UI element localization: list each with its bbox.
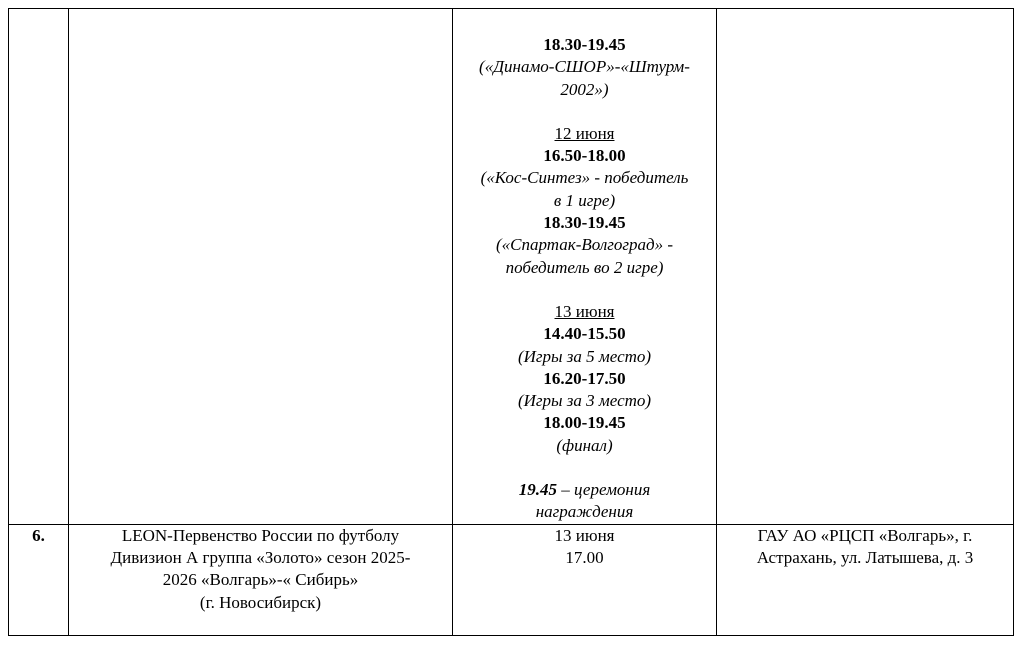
schedule-time: 16.20-17.50 bbox=[543, 368, 626, 388]
schedule-note: («Спартак-Волгоград» - bbox=[495, 235, 674, 255]
ceremony-label: – церемония bbox=[556, 480, 651, 500]
ceremony-label-2: награждения bbox=[535, 502, 634, 522]
spacer bbox=[453, 457, 716, 479]
schedule-time: 18.00-19.45 bbox=[543, 413, 626, 433]
event-line: (г. Новосибирск) bbox=[199, 592, 322, 612]
event-cell-empty bbox=[69, 9, 453, 525]
spacer bbox=[453, 101, 716, 123]
schedule-note: (Игры за 3 место) bbox=[517, 391, 652, 411]
venue-line: ГАУ АО «РЦСП «Волгарь», г. bbox=[757, 525, 973, 545]
schedule-time: 18.30-19.45 bbox=[543, 35, 626, 54]
match-date: 13 июня bbox=[554, 525, 615, 545]
table-row bbox=[9, 524, 1014, 635]
event-line: Дивизион А группа «Золото» сезон 2025- bbox=[110, 547, 411, 567]
row-number: 6. bbox=[32, 525, 45, 545]
event-line: LEON-Первенство России по футболу bbox=[121, 525, 400, 545]
schedule-date: 13 июня bbox=[554, 301, 615, 321]
schedule-note: 2002») bbox=[560, 79, 609, 99]
ceremony-time: 19.45 bbox=[518, 480, 557, 500]
schedule-time: 18.30-19.45 bbox=[543, 213, 626, 233]
schedule-note: в 1 игре) bbox=[553, 190, 616, 210]
ceremony-line bbox=[453, 479, 716, 501]
schedule-list bbox=[453, 9, 716, 479]
table-row bbox=[9, 9, 1014, 525]
event-line: 2026 «Волгарь»-« Сибирь» bbox=[162, 570, 359, 590]
venue-cell bbox=[717, 524, 1014, 635]
venue-line: Астрахань, ул. Латышева, д. 3 bbox=[756, 547, 974, 567]
schedule-table bbox=[8, 8, 1014, 636]
schedule-note: победитель во 2 игре) bbox=[505, 257, 664, 277]
schedule-note: (Игры за 5 место) bbox=[517, 346, 652, 366]
schedule-note: («Кос-Синтез» - победитель bbox=[480, 168, 689, 188]
event-cell bbox=[69, 524, 453, 635]
schedule-date: 12 июня bbox=[554, 123, 615, 143]
schedule-cell bbox=[453, 9, 717, 525]
date-time-cell bbox=[453, 524, 717, 635]
schedule-note: (финал) bbox=[556, 435, 613, 455]
schedule-time: 14.40-15.50 bbox=[543, 324, 626, 344]
schedule-time: 16.50-18.00 bbox=[543, 146, 626, 166]
match-time: 17.00 bbox=[565, 547, 604, 567]
row-number-cell-empty bbox=[9, 9, 69, 525]
venue-cell-empty bbox=[717, 9, 1014, 525]
spacer bbox=[453, 279, 716, 301]
row-number-cell bbox=[9, 524, 69, 635]
schedule-note: («Динамо-СШОР»-«Штурм- bbox=[479, 57, 690, 77]
